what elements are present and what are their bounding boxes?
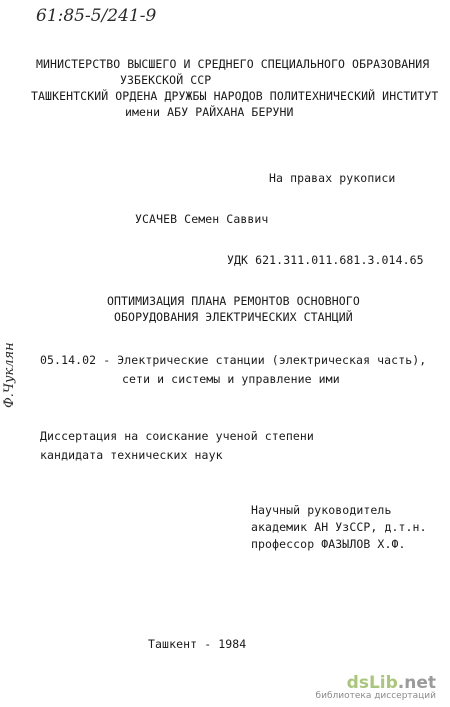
rights-note: На правах рукописи	[269, 171, 396, 185]
watermark-subtitle: библиотека диссертаций	[315, 691, 436, 701]
degree-line-2: кандидата технических наук	[40, 448, 223, 462]
dissertation-title-line-2: ОБОРУДОВАНИЯ ЭЛЕКТРИЧЕСКИХ СТАНЦИЙ	[114, 310, 353, 324]
republic-line: УЗБЕКСКОЙ ССР	[120, 73, 212, 87]
watermark-logo-main: dsLib	[346, 673, 398, 693]
degree-line-1: Диссертация на соискание ученой степени	[40, 429, 314, 443]
supervisor-name: профессор ФАЗЫЛОВ Х.Ф.	[251, 537, 406, 551]
institute-name-line: имени АБУ РАЙХАНА БЕРУНИ	[125, 105, 294, 119]
watermark	[316, 673, 436, 701]
margin-handwritten-note: Ф.Чуклян	[2, 342, 17, 408]
institute-line: ТАШКЕНТСКИЙ ОРДЕНА ДРУЖБЫ НАРОДОВ ПОЛИТЕХНИЧЕСКИЙ ИНСТИТУТ	[31, 89, 439, 103]
watermark-logo-tld: .net	[397, 673, 436, 693]
dissertation-title-line-1: ОПТИМИЗАЦИЯ ПЛАНА РЕМОНТОВ ОСНОВНОГО	[107, 294, 360, 308]
specialty-line-1: 05.14.02 - Электрические станции (электрическая часть),	[40, 353, 427, 367]
supervisor-title: академик АН УзССР, д.т.н.	[251, 520, 427, 534]
supervisor-label: Научный руководитель	[251, 503, 392, 517]
author-name: УСАЧЕВ Семен Саввич	[135, 212, 269, 226]
city-year: Ташкент - 1984	[148, 637, 247, 651]
archive-number: 61:85-5/241-9	[36, 6, 157, 26]
ministry-line: МИНИСТЕРСТВО ВЫСШЕГО И СРЕДНЕГО СПЕЦИАЛЬНОГО ОБРАЗОВАНИЯ	[36, 57, 430, 71]
watermark-logo	[316, 673, 436, 693]
udk-code: УДК 621.311.011.681.3.014.65	[227, 253, 424, 267]
specialty-line-2: сети и системы и управление ими	[122, 372, 340, 386]
